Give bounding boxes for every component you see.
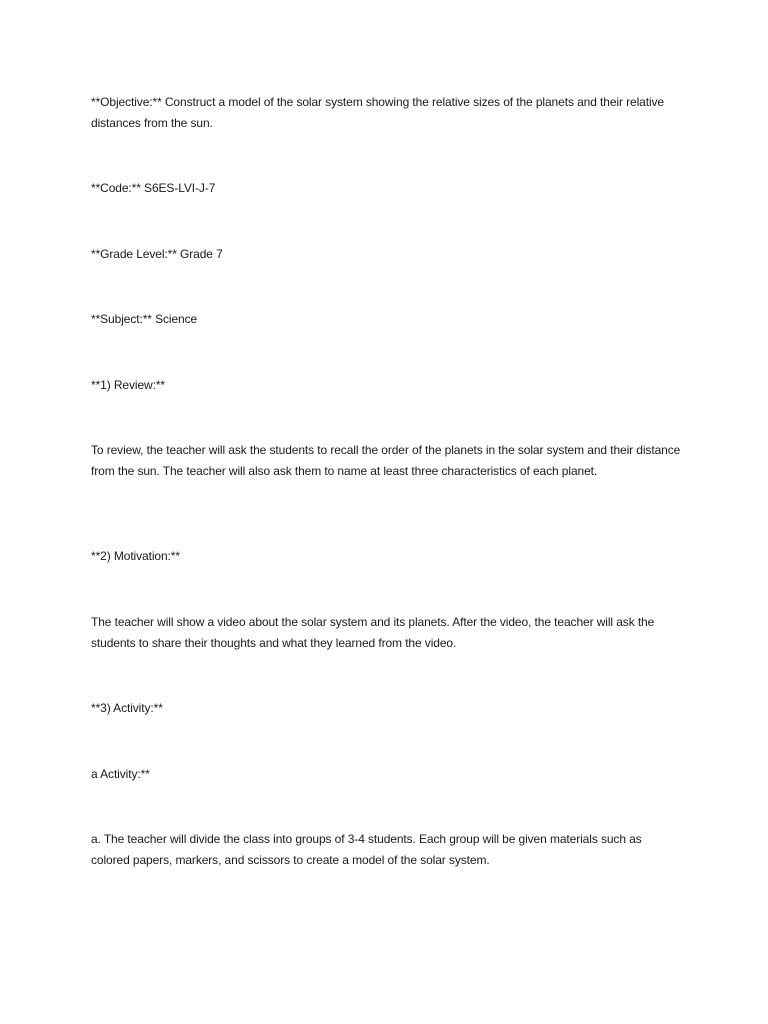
activity-subheading: a Activity:** xyxy=(91,767,150,781)
motivation-heading: **2) Motivation:** xyxy=(91,549,180,563)
grade-level-line: **Grade Level:** Grade 7 xyxy=(91,247,223,261)
review-paragraph: To review, the teacher will ask the students to recall the order of the planets in the solar system and their distance from the sun. The teacher will also ask them to name at least three characteristics of each planet. xyxy=(91,443,681,478)
code-line: **Code:** S6ES-LVI-J-7 xyxy=(91,181,216,195)
activity-paragraph: a. The teacher will divide the class into groups of 3-4 students. Each group will be given materials such as colored papers, markers, and scissors to create a model of the solar system. xyxy=(91,832,642,867)
activity-heading: **3) Activity:** xyxy=(91,701,163,715)
objective-paragraph: **Objective:** Construct a model of the solar system showing the relative sizes of the planets and their relative distances from the sun. xyxy=(91,95,664,130)
motivation-paragraph: The teacher will show a video about the solar system and its planets. After the video, the teacher will ask the students to share their thoughts and what they learned from the video. xyxy=(91,615,655,650)
review-heading: **1) Review:** xyxy=(91,378,165,392)
subject-line: **Subject:** Science xyxy=(91,312,198,326)
